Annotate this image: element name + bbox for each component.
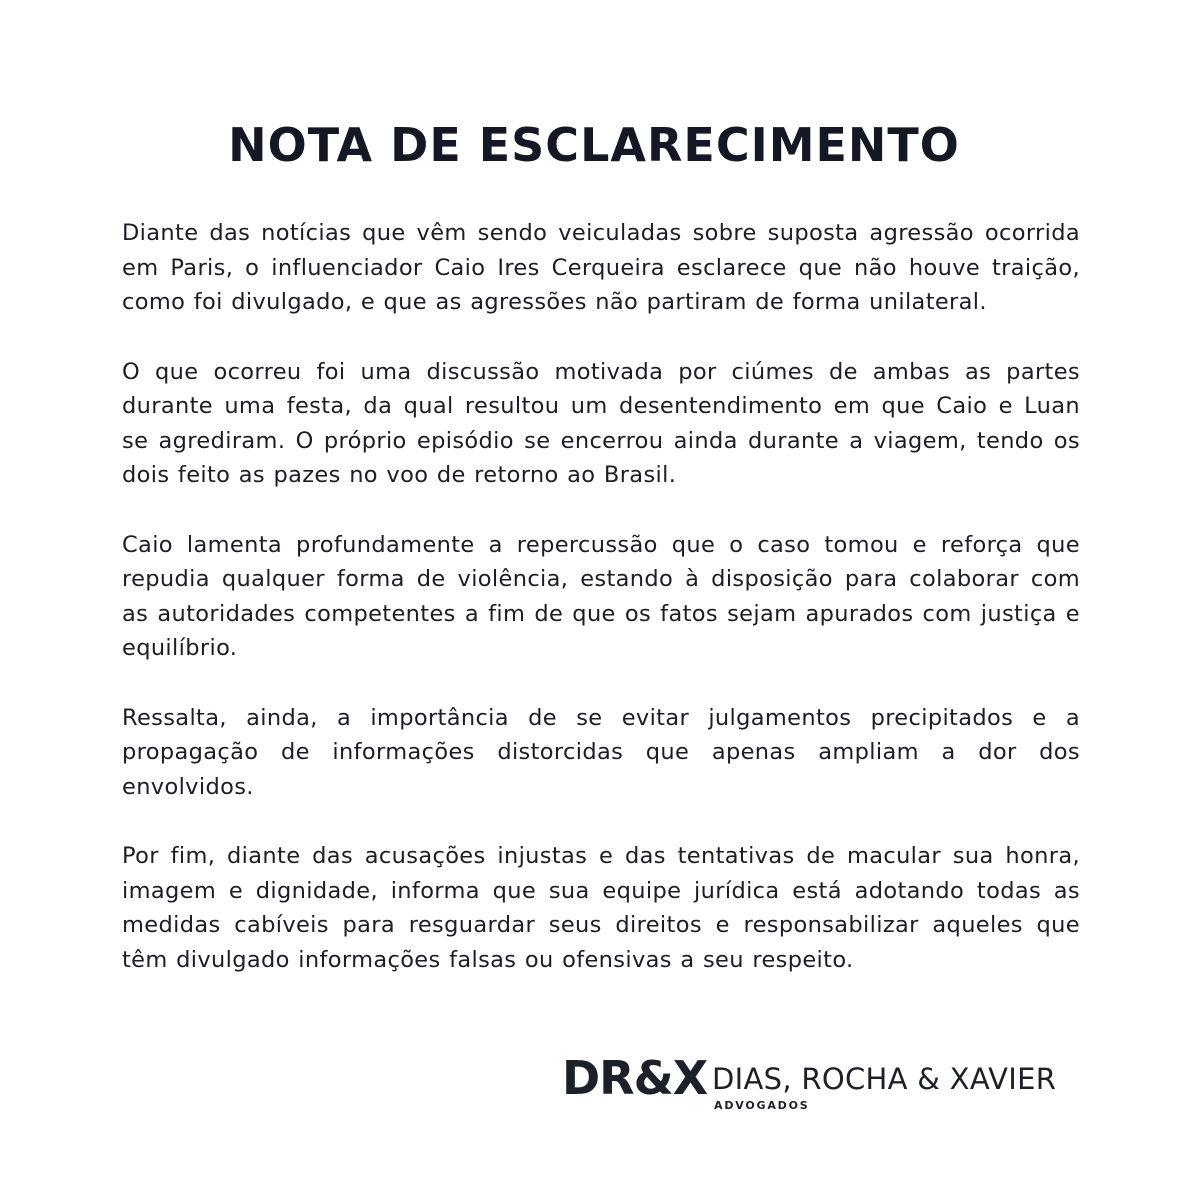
logo-firm-name: DIAS, ROCHA & XAVIER [712, 1062, 1057, 1096]
law-firm-logo [562, 1052, 1082, 1118]
logo-subtitle: ADVOGADOS [714, 1099, 810, 1112]
paragraph-5: Por fim, diante das acusações injustas e das tentativas de macular sua honra, imagem e dignidade, informa que sua equipe jurídica está adotando todas as medidas cabíveis para resguardar seus direitos e responsabilizar aqueles que têm divulgado informações falsas ou ofensivas a seu respeito. [122, 843, 1080, 973]
paragraph-1: Diante das notícias que vêm sendo veiculadas sobre suposta agressão ocorrida em Paris, o influenciador Caio Ires Cerqueira esclarece que não houve traição, como foi divulgado, e que as agressões não partiram de forma unilateral. [122, 220, 1080, 315]
page-title: NOTA DE ESCLARECIMENTO [228, 118, 960, 172]
paragraph-4: Ressalta, ainda, a importância de se evitar julgamentos precipitados e a propagação de informações distorcidas que apenas ampliam a dor dos envolvidos. [122, 704, 1080, 800]
paragraph-3: Caio lamenta profundamente a repercussão que o caso tomou e reforça que repudia qualquer forma de violência, estando à disposição para colaborar com as autoridades competentes a fim de que os fatos sejam apurados com justiça e equilíbrio. [122, 531, 1080, 661]
logo-monogram: DR&X [562, 1051, 708, 1105]
statement-body [122, 216, 1080, 1012]
paragraph-2: O que ocorreu foi uma discussão motivada por ciúmes de ambas as partes durante uma festa, da qual resultou um desentendimento em que Caio e Luan se agrediram. O próprio episódio se encerrou ainda durante a viagem, tendo os dois feito as pazes no voo de retorno ao Brasil. [122, 358, 1080, 488]
